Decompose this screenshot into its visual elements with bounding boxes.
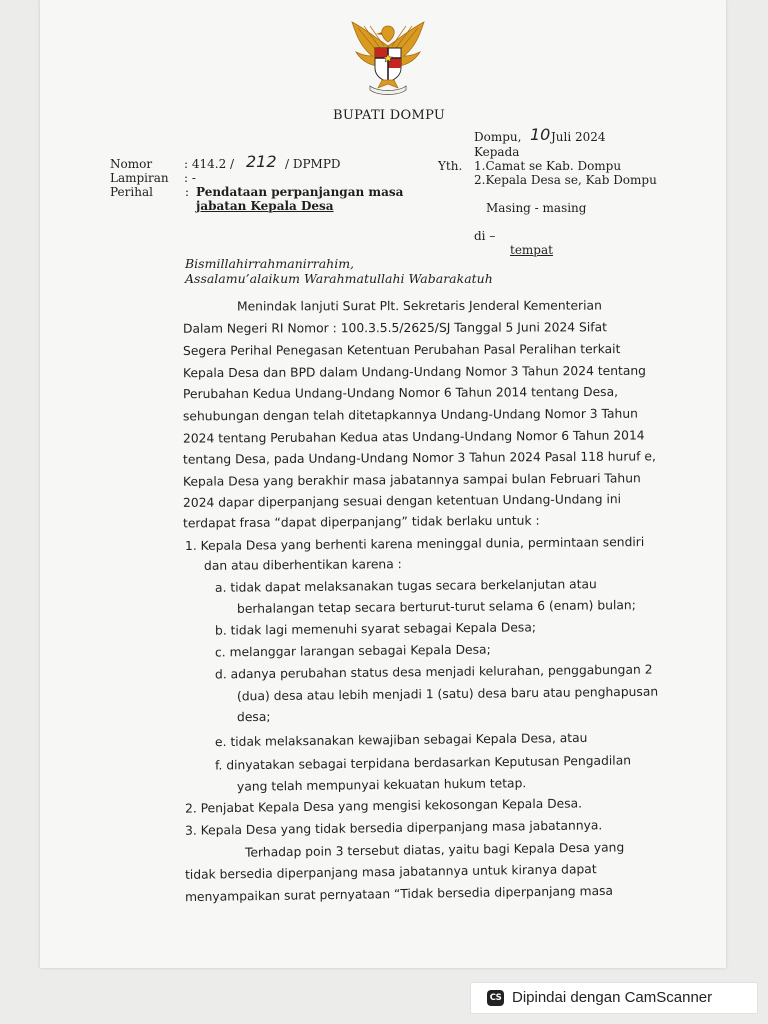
body-line: Dalam Negeri RI Nomor : 100.3.5.5/2625/SJ Tanggal 5 Juni 2024 Sifat [182, 320, 607, 336]
sub-list-item-continuation: berhalangan tetap secara berturut-turut selama 6 (enam) bulan; [236, 598, 636, 616]
perihal-line-1: Pendataan perpanjangan masa [196, 185, 404, 199]
sub-list-item: c. melanggar larangan sebagai Kepala Desa; [214, 642, 491, 660]
perihal-label: Perihal [110, 185, 153, 199]
recipient-line-1: 1.Camat se Kab. Dompu [474, 159, 622, 173]
camscanner-text: Dipindai dengan CamScanner [512, 989, 713, 1006]
nomor-label: Nomor [110, 157, 153, 171]
body-line: tidak bersedia diperpanjang masa jabatannya untuk kiranya dapat [184, 862, 597, 882]
body-line: Perubahan Kedua Undang-Undang Nomor 6 Tahun 2014 tentang Desa, [182, 384, 619, 402]
tempat-label: tempat [510, 243, 553, 257]
body-line: 2024 tentang Perubahan Kedua atas Undang-Undang Nomor 6 Tahun 2014 [182, 428, 645, 446]
body-line: menyampaikan surat pernyataan “Tidak bersedia diperpanjang masa [184, 883, 614, 905]
body-line: Terhadap poin 3 tersebut diatas, yaitu bagi Kepala Desa yang [244, 840, 625, 860]
list-item: 3. Kepala Desa yang tidak bersedia diperpanjang masa jabatannya. [184, 818, 603, 838]
body-line: 2024 dapar diperpanjang sesuai dengan ketentuan Undang-Undang ini [182, 492, 622, 510]
camscanner-watermark [470, 982, 758, 1014]
date-handwritten: 10 [530, 125, 551, 144]
nomor-value-suffix: / DPMPD [285, 157, 341, 171]
sub-list-item-continuation: (dua) desa atau lebih menjadi 1 (satu) desa baru atau penghapusan [236, 684, 659, 704]
di-label: di – [474, 229, 496, 243]
sub-list-item-continuation: desa; [236, 709, 271, 725]
list-item: 1. Kepala Desa yang berhenti karena meninggal dunia, permintaan sendiri [184, 534, 645, 554]
body-line: Menindak lanjuti Surat Plt. Sekretaris Jenderal Kementerian [236, 298, 602, 314]
garuda-emblem-icon [346, 16, 430, 96]
sub-list-item: e. tidak melaksanakan kewajiban sebagai Kepala Desa, atau [214, 730, 588, 750]
nomor-value-prefix: : 414.2 / [184, 157, 235, 171]
date-suffix: Juli 2024 [551, 130, 606, 144]
greeting-line-2: Assalamu’alaikum Warahmatullahi Wabarakatuh [185, 271, 493, 286]
nomor-handwritten: 212 [246, 152, 277, 171]
masing-masing: Masing - masing [486, 201, 587, 215]
body-line: sehubungan dengan telah ditetapkannya Undang-Undang Nomor 3 Tahun [182, 406, 638, 424]
sub-list-item: f. dinyatakan sebagai terpidana berdasarkan Keputusan Pengadilan [214, 753, 632, 773]
lampiran-value: : - [184, 171, 196, 185]
sub-list-item: a. tidak dapat melaksanakan tugas secara berkelanjutan atau [214, 577, 597, 595]
body-line: Segera Perihal Penegasan Ketentuan Perubahan Pasal Peralihan terkait [182, 342, 621, 358]
perihal-line-2: jabatan Kepala Desa [196, 199, 334, 213]
perihal-colon: : [185, 185, 190, 199]
body-line: Kepala Desa yang berakhir masa jabatannya sampai bulan Februari Tahun [182, 471, 641, 489]
camscanner-icon: CS [487, 990, 504, 1006]
list-item: 2. Penjabat Kepala Desa yang mengisi kekosongan Kepala Desa. [184, 796, 583, 816]
lampiran-label: Lampiran [110, 171, 169, 185]
yth-label: Yth. [438, 159, 463, 173]
sub-list-item: d. adanya perubahan status desa menjadi kelurahan, penggabungan 2 [214, 662, 653, 682]
greeting-line-1: Bismillahirrahmanirrahim, [185, 256, 355, 271]
body-line: tentang Desa, pada Undang-Undang Nomor 3 Tahun 2024 Pasal 118 huruf e, [182, 449, 656, 467]
sub-list-item-continuation: yang telah mempunyai kekuatan hukum tetap. [236, 776, 527, 794]
letter-head-title: BUPATI DOMPU [333, 108, 446, 123]
kepada-label: Kepada [474, 145, 520, 159]
recipient-line-2: 2.Kepala Desa se, Kab Dompu [474, 173, 657, 187]
body-line: terdapat frasa “dapat diperpanjang” tidak berlaku untuk : [182, 513, 540, 531]
body-line: Kepala Desa dan BPD dalam Undang-Undang Nomor 3 Tahun 2024 tentang [182, 363, 646, 381]
sub-list-item: b. tidak lagi memenuhi syarat sebagai Kepala Desa; [214, 620, 537, 638]
place-date-prefix: Dompu, [474, 130, 522, 144]
list-item-continuation: dan atau diberhentikan karena : [203, 557, 402, 573]
